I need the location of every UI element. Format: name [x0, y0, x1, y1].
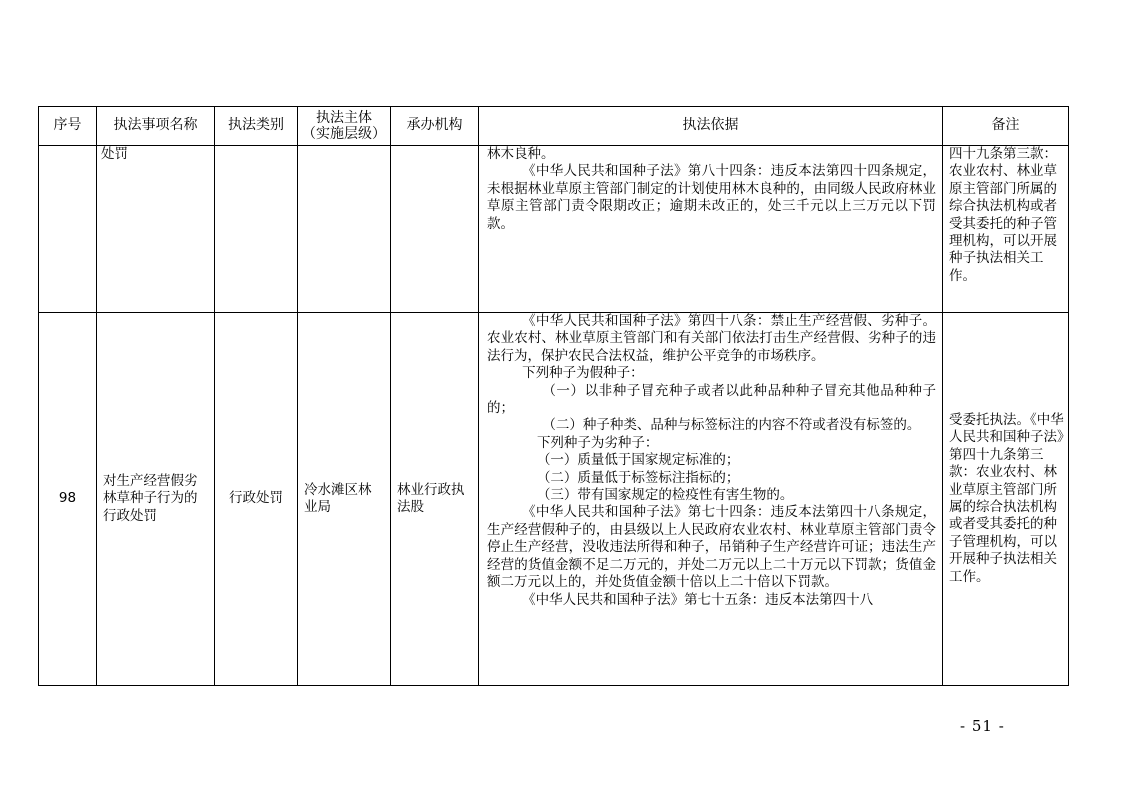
header-subject-line2: （实施层级）	[302, 126, 386, 142]
table-row	[39, 313, 1069, 686]
header-organ: 承办机构	[391, 107, 479, 146]
row2-item-name: 对生产经营假劣林草种子行为的行政处罚	[97, 313, 215, 686]
row1-basis-p1: 林木良种。	[487, 146, 555, 162]
row2-category: 行政处罚	[215, 313, 298, 686]
header-category: 执法类别	[215, 107, 298, 146]
row2-organ: 林业行政执法股	[391, 313, 479, 686]
row2-basis-p3: （一）以非种子冒充种子或者以此种品种种子冒充其他品种种子的；	[487, 382, 936, 417]
header-remark: 备注	[943, 107, 1069, 146]
row2-basis-p6: （一）质量低于国家规定标准的；	[536, 452, 740, 469]
enforcement-table	[38, 106, 1069, 686]
header-subject	[298, 107, 391, 146]
row1-subject-cell	[298, 146, 391, 313]
row1-organ-cell	[391, 146, 479, 313]
row2-subject: 冷水滩区林业局	[298, 313, 391, 686]
table-header-row	[39, 107, 1069, 146]
row2-basis-p9: 《中华人民共和国种子法》第七十四条：违反本法第四十八条规定，生产经营假种子的，由县级以上人民政府农业农村、林业草原主管部门责令停止生产经营，没收违法所得和种子，吊销种子生产经营许可证；违法生产经营的货值金额不足二万元的，并处二万元以上二十万元以下罚款；货值金额二万元以上的，并处货值金额十倍以上二十倍以下罚款。	[487, 504, 936, 591]
row2-basis	[479, 313, 943, 686]
page-number: - 51 -	[960, 717, 1005, 735]
header-seq: 序号	[39, 107, 97, 146]
row2-remark: 受委托执法。《中华人民共和国种子法》第四十九条第三款：农业农村、林业草原主管部门所属的综合执法机构或者受其委托的种子管理机构，可以开展种子执法相关工作。	[943, 313, 1069, 686]
row2-basis-p7: （二）质量低于标签标注指标的；	[536, 469, 740, 486]
header-subject-line1: 执法主体	[316, 110, 372, 126]
table-row	[39, 146, 1069, 313]
row2-seq: 98	[39, 313, 97, 686]
row2-basis-p4: （二）种子种类、品种与标签标注的内容不符或者没有标签的。	[542, 417, 921, 434]
row1-seq-cell	[39, 146, 97, 313]
row1-remark: 四十九条第三款：农业农村、林业草原主管部门所属的综合执法机构或者受其委托的种子管理机构，可以开展种子执法相关工作。	[943, 146, 1069, 313]
header-basis: 执法依据	[479, 107, 943, 146]
row1-basis-p2: 《中华人民共和国种子法》第八十四条：违反本法第四十四条规定，未根据林业草原主管部门制定的计划使用林木良种的，由同级人民政府林业草原主管部门责令限期改正；逾期未改正的，处三千元以上三万元以下罚款。	[487, 163, 936, 232]
row1-item-name: 处罚	[97, 146, 215, 313]
row1-category-cell	[215, 146, 298, 313]
header-item-name: 执法事项名称	[97, 107, 215, 146]
row1-basis	[479, 146, 943, 313]
row2-basis-p5: 下列种子为劣种子：	[536, 434, 659, 451]
row2-basis-p1: 《中华人民共和国种子法》第四十八条：禁止生产经营假、劣种子。农业农村、林业草原主管部门和有关部门依法打击生产经营假、劣种子的违法行为，保护农民合法权益，维护公平竞争的市场秩序。	[487, 313, 936, 364]
row2-basis-p2: 下列种子为假种子：	[522, 365, 644, 382]
row2-basis-p10: 《中华人民共和国种子法》第七十五条：违反本法第四十八	[522, 591, 874, 608]
row2-basis-p8: （三）带有国家规定的检疫性有害生物的。	[536, 487, 794, 504]
